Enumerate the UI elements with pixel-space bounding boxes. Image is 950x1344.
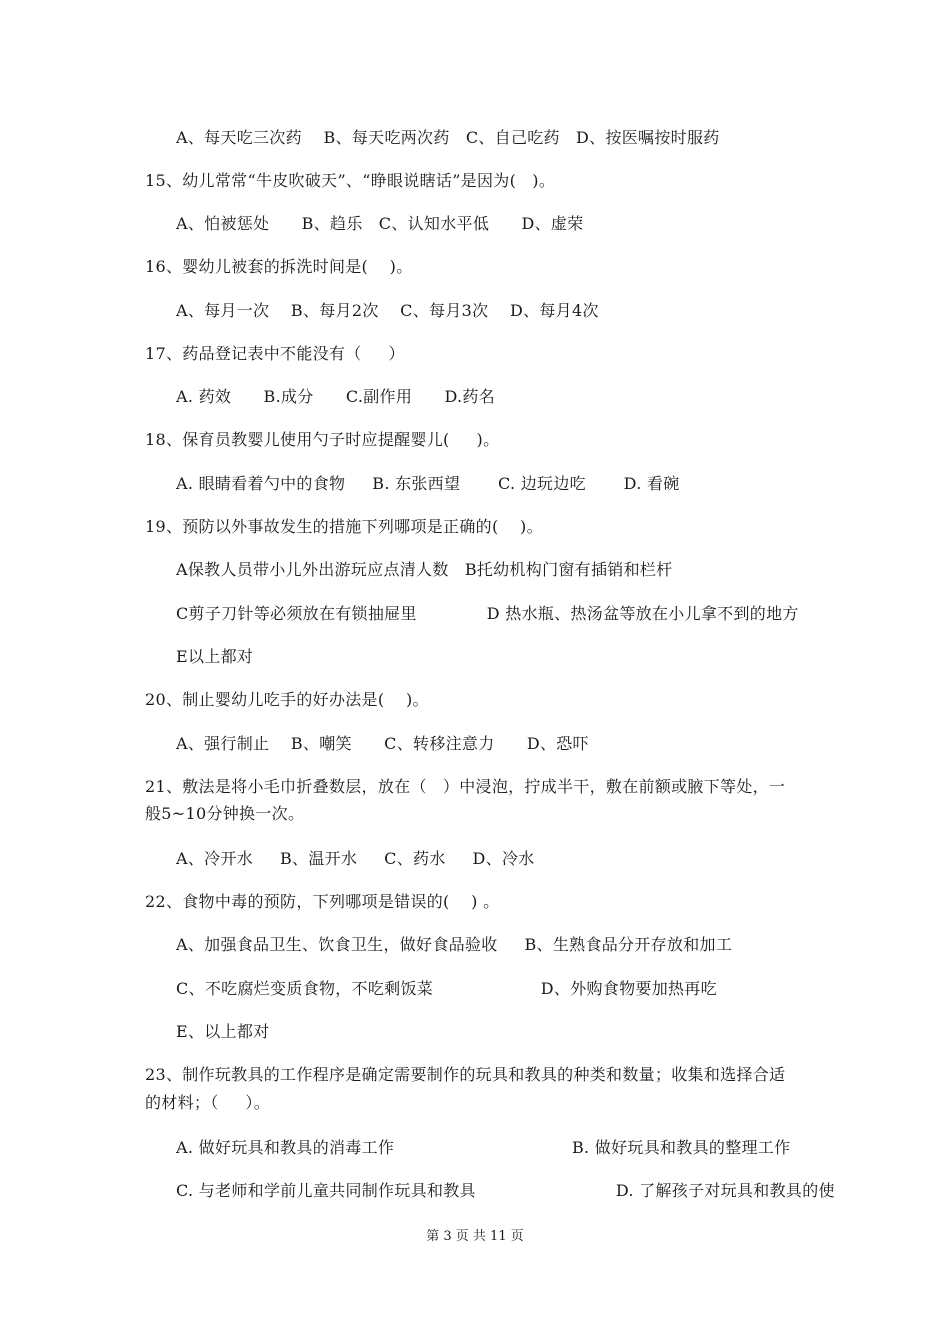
q19-question: 19、预防以外事故发生的措施下列哪项是正确的( )。 <box>145 517 543 536</box>
q22-options-row1: A、加强食品卫生、饮食卫生，做好食品验收 B、生熟食品分开存放和加工 <box>176 935 733 954</box>
q23-options-row1: A. 做好玩具和教具的消毒工作 B. 做好玩具和教具的整理工作 <box>176 1138 791 1157</box>
q21-options: A、冷开水 B、温开水 C、药水 D、冷水 <box>176 849 535 868</box>
q22-options-row3: E、以上都对 <box>176 1022 270 1041</box>
q23-question: 23、制作玩教具的工作程序是确定需要制作的玩具和教具的种类和数量；收集和选择合适 <box>145 1065 786 1084</box>
q22-options-row2: C、不吃腐烂变质食物，不吃剩饭菜 D、外购食物要加热再吃 <box>176 979 717 998</box>
q20-question: 20、制止婴幼儿吃手的好办法是( )。 <box>145 690 429 709</box>
q19-options-row3: E以上都对 <box>176 647 254 666</box>
q18-options: A. 眼睛看着勺中的食物 B. 东张西望 C. 边玩边吃 D. 看碗 <box>176 474 680 493</box>
q14-options: A、每天吃三次药 B、每天吃两次药 C、自己吃药 D、按医嘱按时服药 <box>176 128 720 147</box>
q22-question: 22、食物中毒的预防，下列哪项是错误的( ) 。 <box>145 892 500 911</box>
q17-question: 17、药品登记表中不能没有（ ） <box>145 344 405 363</box>
q23-options-row2: C. 与老师和学前儿童共同制作玩具和教具 D. 了解孩子对玩具和教具的使 <box>176 1181 835 1200</box>
page-footer: 第 3 页 共 11 页 <box>426 1229 524 1244</box>
q21-question: 21、敷法是将小毛巾折叠数层，放在（ ）中浸泡，拧成半干，敷在前额或腋下等处，一 <box>145 777 786 796</box>
q15-options: A、怕被惩处 B、趋乐 C、认知水平低 D、虚荣 <box>176 214 584 233</box>
q19-options-row1: A保教人员带小儿外出游玩应点清人数 B托幼机构门窗有插销和栏杆 <box>176 560 673 579</box>
q23-question-cont: 的材料；（ ）。 <box>145 1093 271 1112</box>
q20-options: A、强行制止 B、嘲笑 C、转移注意力 D、恐吓 <box>176 734 589 753</box>
q16-options: A、每月一次 B、每月2次 C、每月3次 D、每月4次 <box>176 301 599 320</box>
q15-question: 15、幼儿常常“牛皮吹破天”、“睁眼说瞎话”是因为( )。 <box>145 171 556 190</box>
q16-question: 16、婴幼儿被套的拆洗时间是( )。 <box>145 257 413 276</box>
q17-options: A. 药效 B.成分 C.副作用 D.药名 <box>176 387 496 406</box>
q18-question: 18、保育员教婴儿使用勺子时应提醒婴儿( )。 <box>145 430 500 449</box>
q19-options-row2: C剪子刀针等必须放在有锁抽屉里 D 热水瓶、热汤盆等放在小儿拿不到的地方 <box>176 604 799 623</box>
q21-question-cont: 般5~10分钟换一次。 <box>145 804 305 823</box>
